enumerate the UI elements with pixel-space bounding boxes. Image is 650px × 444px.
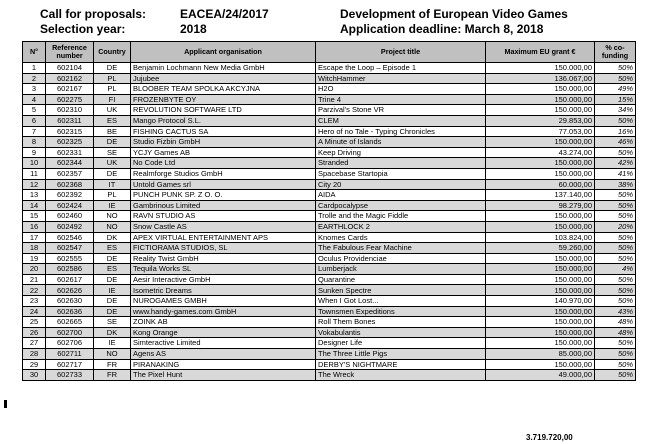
- table-row: [23, 179, 636, 190]
- cell-reference: 602700: [46, 327, 94, 338]
- cell-applicant: Aesir Interactive GmbH: [131, 274, 316, 285]
- cell-reference: 602547: [46, 243, 94, 254]
- cell-number: 16: [23, 221, 46, 232]
- cell-project: Trolle and the Magic Fiddle: [316, 211, 486, 222]
- cell-country: NO: [94, 221, 131, 232]
- cell-country: ES: [94, 264, 131, 275]
- cell-reference: 602392: [46, 190, 94, 201]
- cell-number: 3: [23, 84, 46, 95]
- table-row: [23, 126, 636, 137]
- cell-cofunding: 50%: [595, 211, 636, 222]
- cell-grant: 150.000,00: [486, 221, 595, 232]
- cell-country: DE: [94, 168, 131, 179]
- col-header-applicant: Applicant organisation: [131, 42, 316, 63]
- cell-reference: 602706: [46, 338, 94, 349]
- cell-applicant: Reality Twist GmbH: [131, 253, 316, 264]
- cell-project: Escape the Loop – Episode 1: [316, 63, 486, 74]
- cell-cofunding: 42%: [595, 158, 636, 169]
- cell-grant: 150.000,00: [486, 359, 595, 370]
- table-row: [23, 63, 636, 74]
- cell-number: 29: [23, 359, 46, 370]
- table-header-row: [23, 42, 636, 63]
- cell-project: H2O: [316, 84, 486, 95]
- cell-grant: 150.000,00: [486, 253, 595, 264]
- table-row: [23, 285, 636, 296]
- cell-grant: 140.970,00: [486, 296, 595, 307]
- cell-grant: 136.067,00: [486, 73, 595, 84]
- cell-project: Townsmen Expeditions: [316, 306, 486, 317]
- cell-applicant: www.handy-games.com GmbH: [131, 306, 316, 317]
- selection-table: [22, 41, 636, 381]
- cell-country: DE: [94, 296, 131, 307]
- cell-applicant: APEX VIRTUAL ENTERTAINMENT APS: [131, 232, 316, 243]
- col-header-number: N°: [23, 42, 46, 63]
- cell-cofunding: 50%: [595, 147, 636, 158]
- cell-project: The Wreck: [316, 370, 486, 381]
- cell-project: Stranded: [316, 158, 486, 169]
- table-row: [23, 232, 636, 243]
- cell-project: The Three Little Pigs: [316, 349, 486, 360]
- cell-cofunding: 46%: [595, 137, 636, 148]
- cell-project: Hero of no Tale - Typing Chronicles: [316, 126, 486, 137]
- call-label: Call for proposals:: [40, 7, 147, 21]
- cell-number: 10: [23, 158, 46, 169]
- cell-cofunding: 16%: [595, 126, 636, 137]
- cell-country: NO: [94, 349, 131, 360]
- cell-project: Knomes Cards: [316, 232, 486, 243]
- table-row: [23, 253, 636, 264]
- cell-cofunding: 50%: [595, 338, 636, 349]
- cell-cofunding: 50%: [595, 115, 636, 126]
- cell-country: PL: [94, 84, 131, 95]
- cell-reference: 602626: [46, 285, 94, 296]
- cell-number: 1: [23, 63, 46, 74]
- table-row: [23, 94, 636, 105]
- table-row: [23, 73, 636, 84]
- cell-grant: 103.824,00: [486, 232, 595, 243]
- cell-number: 5: [23, 105, 46, 116]
- cell-country: UK: [94, 105, 131, 116]
- cell-applicant: Untold Games srl: [131, 179, 316, 190]
- cell-grant: 29.853,00: [486, 115, 595, 126]
- cell-reference: 602665: [46, 317, 94, 328]
- table-row: [23, 306, 636, 317]
- col-header-country: Country: [94, 42, 131, 63]
- table-row: [23, 296, 636, 307]
- col-header-cofunding: % co-funding: [595, 42, 636, 63]
- cell-grant: 150.000,00: [486, 63, 595, 74]
- cell-country: DK: [94, 232, 131, 243]
- cell-country: ES: [94, 115, 131, 126]
- cell-applicant: PUNCH PUNK SP. Z O. O.: [131, 190, 316, 201]
- cell-cofunding: 50%: [595, 285, 636, 296]
- cell-project: Quarantine: [316, 274, 486, 285]
- cell-project: When I Got Lost...: [316, 296, 486, 307]
- cell-grant: 150.000,00: [486, 105, 595, 116]
- cell-cofunding: 41%: [595, 168, 636, 179]
- cell-country: IE: [94, 338, 131, 349]
- cell-grant: 150.000,00: [486, 338, 595, 349]
- cell-number: 24: [23, 306, 46, 317]
- cell-cofunding: 50%: [595, 349, 636, 360]
- cell-country: DE: [94, 63, 131, 74]
- cell-reference: 602162: [46, 73, 94, 84]
- table-row: [23, 84, 636, 95]
- table-row: [23, 349, 636, 360]
- cell-country: DE: [94, 253, 131, 264]
- cell-number: 2: [23, 73, 46, 84]
- cell-number: 26: [23, 327, 46, 338]
- table-row: [23, 105, 636, 116]
- col-header-project: Project title: [316, 42, 486, 63]
- cell-applicant: NUROGAMES GMBH: [131, 296, 316, 307]
- cell-number: 15: [23, 211, 46, 222]
- cell-applicant: RAVN STUDIO AS: [131, 211, 316, 222]
- cell-reference: 602711: [46, 349, 94, 360]
- col-header-grant: Maximum EU grant €: [486, 42, 595, 63]
- cell-project: Vokabulantis: [316, 327, 486, 338]
- cell-country: PL: [94, 190, 131, 201]
- cell-reference: 602460: [46, 211, 94, 222]
- cell-applicant: Isometric Dreams: [131, 285, 316, 296]
- cell-project: Keep Driving: [316, 147, 486, 158]
- cell-cofunding: 49%: [595, 84, 636, 95]
- cell-number: 17: [23, 232, 46, 243]
- cell-grant: 60.000,00: [486, 179, 595, 190]
- cell-cofunding: 50%: [595, 232, 636, 243]
- cell-grant: 49.000,00: [486, 370, 595, 381]
- cell-applicant: FICTIORAMA STUDIOS, SL: [131, 243, 316, 254]
- table-row: [23, 147, 636, 158]
- table-row: [23, 338, 636, 349]
- cell-country: NO: [94, 211, 131, 222]
- cell-country: FI: [94, 94, 131, 105]
- cell-number: 21: [23, 274, 46, 285]
- cell-number: 12: [23, 179, 46, 190]
- cell-number: 7: [23, 126, 46, 137]
- cell-grant: 150.000,00: [486, 317, 595, 328]
- cell-country: DE: [94, 137, 131, 148]
- cell-country: IE: [94, 285, 131, 296]
- cell-applicant: ZOINK AB: [131, 317, 316, 328]
- table-row: [23, 221, 636, 232]
- cell-number: 19: [23, 253, 46, 264]
- cell-country: IE: [94, 200, 131, 211]
- cell-reference: 602325: [46, 137, 94, 148]
- table-row: [23, 190, 636, 201]
- grant-total: 3.719.720,00: [526, 433, 573, 442]
- cell-applicant: Gambrinous Limited: [131, 200, 316, 211]
- cell-grant: 150.000,00: [486, 211, 595, 222]
- cell-country: BE: [94, 126, 131, 137]
- application-deadline: Application deadline: March 8, 2018: [340, 22, 544, 36]
- cell-number: 25: [23, 317, 46, 328]
- cell-grant: 137.140,00: [486, 190, 595, 201]
- cell-project: The Fabulous Fear Machine: [316, 243, 486, 254]
- cell-applicant: No Code Ltd: [131, 158, 316, 169]
- cell-grant: 150.000,00: [486, 285, 595, 296]
- cell-reference: 602630: [46, 296, 94, 307]
- cell-project: Designer Life: [316, 338, 486, 349]
- cell-grant: 150.000,00: [486, 306, 595, 317]
- cell-project: Sunken Spectre: [316, 285, 486, 296]
- cell-reference: 602344: [46, 158, 94, 169]
- cell-applicant: REVOLUTION SOFTWARE LTD: [131, 105, 316, 116]
- cell-country: FR: [94, 359, 131, 370]
- cell-reference: 602104: [46, 63, 94, 74]
- cell-cofunding: 43%: [595, 306, 636, 317]
- cell-cofunding: 50%: [595, 63, 636, 74]
- cell-number: 30: [23, 370, 46, 381]
- cell-number: 14: [23, 200, 46, 211]
- cell-number: 6: [23, 115, 46, 126]
- cell-reference: 602555: [46, 253, 94, 264]
- table-row: [23, 264, 636, 275]
- cell-applicant: Kong Orange: [131, 327, 316, 338]
- cell-project: Trine 4: [316, 94, 486, 105]
- table-row: [23, 168, 636, 179]
- cell-country: FR: [94, 370, 131, 381]
- table-row: [23, 243, 636, 254]
- cell-reference: 602167: [46, 84, 94, 95]
- table-row: [23, 317, 636, 328]
- cell-reference: 602492: [46, 221, 94, 232]
- call-value: EACEA/24/2017: [180, 7, 269, 21]
- table-row: [23, 137, 636, 148]
- cell-reference: 602315: [46, 126, 94, 137]
- cell-project: WitchHammer: [316, 73, 486, 84]
- cell-grant: 77.053,00: [486, 126, 595, 137]
- table-row: [23, 200, 636, 211]
- cell-cofunding: 50%: [595, 296, 636, 307]
- cell-grant: 85.000,00: [486, 349, 595, 360]
- cell-country: PL: [94, 73, 131, 84]
- cell-country: SE: [94, 317, 131, 328]
- cell-project: Roll Them Bones: [316, 317, 486, 328]
- cell-applicant: Tequila Works SL: [131, 264, 316, 275]
- cell-project: DERBY'S NIGHTMARE: [316, 359, 486, 370]
- cell-number: 8: [23, 137, 46, 148]
- cell-grant: 150.000,00: [486, 274, 595, 285]
- cell-cofunding: 50%: [595, 190, 636, 201]
- cell-number: 11: [23, 168, 46, 179]
- table-row: [23, 359, 636, 370]
- table-row: [23, 115, 636, 126]
- cell-cofunding: 20%: [595, 221, 636, 232]
- cell-reference: 602275: [46, 94, 94, 105]
- cell-country: IT: [94, 179, 131, 190]
- cell-cofunding: 15%: [595, 94, 636, 105]
- cell-reference: 602331: [46, 147, 94, 158]
- cell-reference: 602424: [46, 200, 94, 211]
- cell-grant: 150.000,00: [486, 264, 595, 275]
- cell-project: Lumberjack: [316, 264, 486, 275]
- table-row: [23, 274, 636, 285]
- cell-cofunding: 50%: [595, 253, 636, 264]
- cell-grant: 59.260,00: [486, 243, 595, 254]
- cell-reference: 602310: [46, 105, 94, 116]
- cell-country: DE: [94, 274, 131, 285]
- cell-reference: 602368: [46, 179, 94, 190]
- cell-cofunding: 48%: [595, 327, 636, 338]
- cell-number: 18: [23, 243, 46, 254]
- cell-grant: 150.000,00: [486, 168, 595, 179]
- cell-grant: 150.000,00: [486, 94, 595, 105]
- cell-applicant: The Pixel Hunt: [131, 370, 316, 381]
- cell-country: DK: [94, 327, 131, 338]
- cell-cofunding: 38%: [595, 179, 636, 190]
- cell-reference: 602546: [46, 232, 94, 243]
- cell-cofunding: 50%: [595, 359, 636, 370]
- cell-reference: 602617: [46, 274, 94, 285]
- cell-project: Oculus Providenciae: [316, 253, 486, 264]
- cell-grant: 43.274,00: [486, 147, 595, 158]
- cell-number: 20: [23, 264, 46, 275]
- cell-cofunding: 48%: [595, 317, 636, 328]
- cell-applicant: Studio Fizbin GmbH: [131, 137, 316, 148]
- cell-applicant: Agens AS: [131, 349, 316, 360]
- cell-reference: 602636: [46, 306, 94, 317]
- cell-applicant: Simteractive Limited: [131, 338, 316, 349]
- cell-grant: 98.279,00: [486, 200, 595, 211]
- cell-project: AIDA: [316, 190, 486, 201]
- cell-project: A Minute of Islands: [316, 137, 486, 148]
- cell-grant: 150.000,00: [486, 327, 595, 338]
- cell-applicant: Realmforge Studios GmbH: [131, 168, 316, 179]
- cell-applicant: Mango Protocol S.L.: [131, 115, 316, 126]
- cell-applicant: Snow Castle AS: [131, 221, 316, 232]
- cell-applicant: BLOOBER TEAM SPOLKA AKCYJNA: [131, 84, 316, 95]
- cell-project: EARTHLOCK 2: [316, 221, 486, 232]
- year-label: Selection year:: [40, 22, 126, 36]
- cell-cofunding: 50%: [595, 370, 636, 381]
- table-row: [23, 370, 636, 381]
- page-edge-mark: [4, 400, 7, 408]
- cell-reference: 602311: [46, 115, 94, 126]
- year-value: 2018: [180, 22, 207, 36]
- cell-country: SE: [94, 147, 131, 158]
- cell-country: UK: [94, 158, 131, 169]
- cell-project: City 20: [316, 179, 486, 190]
- cell-grant: 150.000,00: [486, 137, 595, 148]
- cell-grant: 150.000,00: [486, 84, 595, 95]
- cell-applicant: Jujubee: [131, 73, 316, 84]
- cell-number: 4: [23, 94, 46, 105]
- table-row: [23, 211, 636, 222]
- cell-number: 13: [23, 190, 46, 201]
- cell-reference: 602717: [46, 359, 94, 370]
- cell-number: 9: [23, 147, 46, 158]
- cell-grant: 150.000,00: [486, 158, 595, 169]
- cell-cofunding: 50%: [595, 243, 636, 254]
- cell-applicant: YCJY Games AB: [131, 147, 316, 158]
- cell-cofunding: 50%: [595, 200, 636, 211]
- cell-number: 23: [23, 296, 46, 307]
- cell-project: Spacebase Startopia: [316, 168, 486, 179]
- cell-reference: 602357: [46, 168, 94, 179]
- cell-applicant: FISHING CACTUS SA: [131, 126, 316, 137]
- cell-applicant: PIRANAKING: [131, 359, 316, 370]
- program-title: Development of European Video Games: [340, 7, 568, 21]
- cell-number: 22: [23, 285, 46, 296]
- cell-applicant: Benjamin Lochmann New Media GmbH: [131, 63, 316, 74]
- cell-project: Cardpocalypse: [316, 200, 486, 211]
- cell-number: 27: [23, 338, 46, 349]
- table-row: [23, 327, 636, 338]
- cell-country: ES: [94, 243, 131, 254]
- col-header-reference: Reference number: [46, 42, 94, 63]
- cell-cofunding: 34%: [595, 105, 636, 116]
- cell-project: Parzival's Stone VR: [316, 105, 486, 116]
- table-row: [23, 158, 636, 169]
- cell-number: 28: [23, 349, 46, 360]
- cell-reference: 602586: [46, 264, 94, 275]
- cell-reference: 602733: [46, 370, 94, 381]
- cell-cofunding: 4%: [595, 264, 636, 275]
- cell-country: DE: [94, 306, 131, 317]
- cell-cofunding: 50%: [595, 73, 636, 84]
- cell-applicant: FROZENBYTE OY: [131, 94, 316, 105]
- cell-cofunding: 50%: [595, 274, 636, 285]
- cell-project: CLEM: [316, 115, 486, 126]
